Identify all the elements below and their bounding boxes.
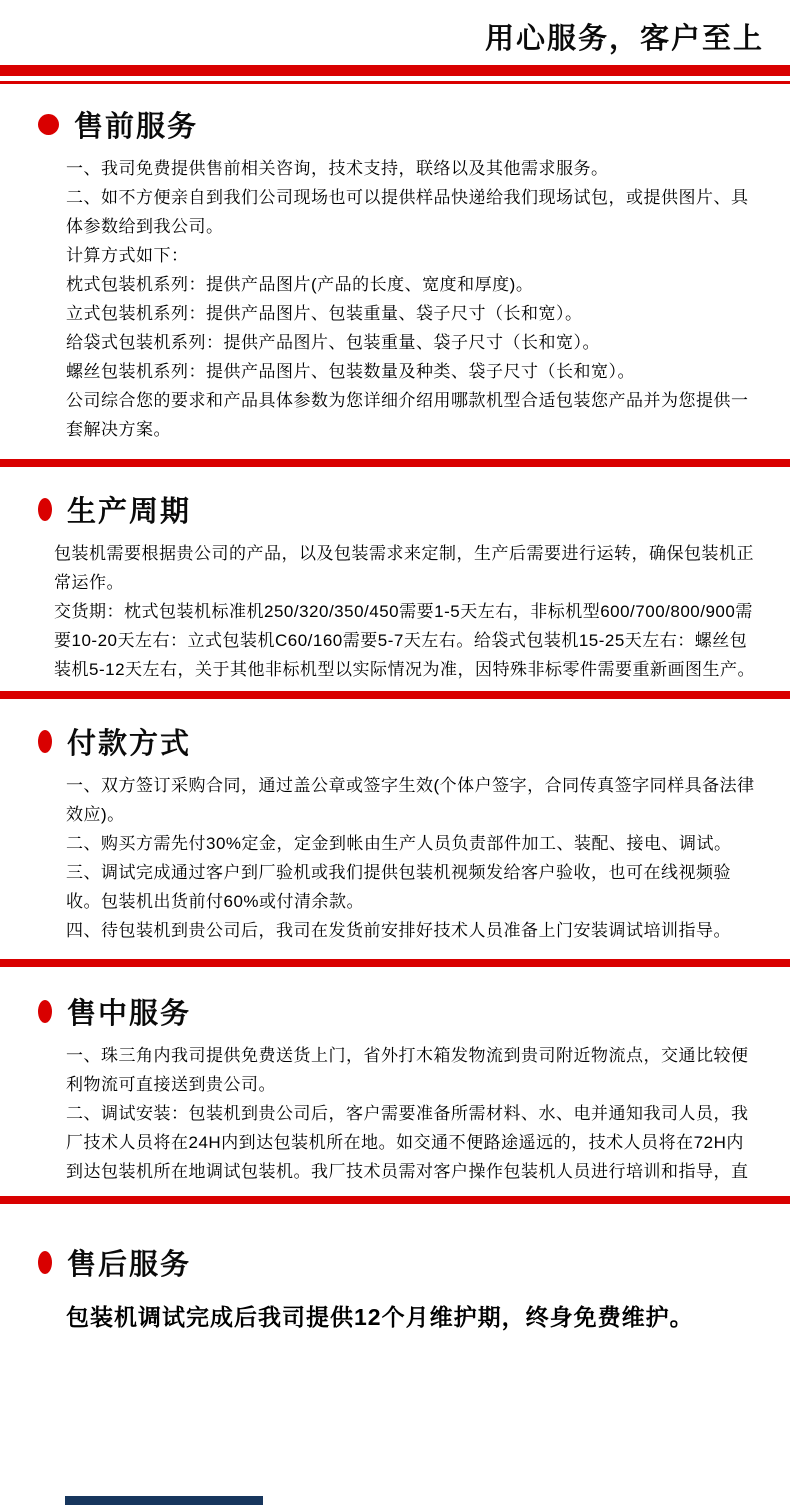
section-pre-sales-service (0, 104, 790, 444)
paragraph: 二、如不方便亲自到我们公司现场也可以提供样品快递给我们现场试包，或提供图片、具体参数给到我公司。 (66, 188, 749, 236)
paragraph: 螺丝包装机系列：提供产品图片、包装数量及种类、袋子尺寸（长和宽）。 (66, 362, 635, 381)
section-heading (0, 991, 790, 1032)
paragraph: 立式包装机系列：提供产品图片、包装重量、袋子尺寸（长和宽）。 (66, 304, 583, 323)
red-dot-icon (38, 498, 52, 521)
slogan-text: 用心服务，客户至上 (484, 23, 764, 55)
section-heading (0, 721, 790, 762)
header-bar-thin (0, 81, 790, 84)
section-heading (0, 104, 790, 145)
section-title: 付款方式 (67, 728, 192, 760)
paragraph: 一、我司免费提供售前相关咨询，技术支持，联络以及其他需求服务。 (66, 159, 609, 178)
paragraph: 三、调试完成通过客户到厂验机或我们提供包装机视频发给客户验收，也可在线视频验收。包装机出货前付60%或付清余款。 (66, 863, 731, 911)
page-header (0, 0, 790, 84)
section-divider (0, 1196, 790, 1204)
section-body (0, 1041, 790, 1186)
section-divider (0, 459, 790, 467)
section-title: 售后服务 (67, 1249, 192, 1281)
paragraph: 一、珠三角内我司提供免费送货上门，省外打木箱发物流到贵司附近物流点，交通比较便利物流可直接送到贵公司。 (66, 1046, 749, 1094)
paragraph: 公司综合您的要求和产品具体参数为您详细介绍用哪款机型合适包装您产品并为您提供一套解决方案。 (66, 391, 749, 439)
section-after-sales-service (0, 1242, 790, 1335)
section-body (0, 1299, 790, 1335)
red-dot-icon (38, 730, 52, 753)
section-heading (0, 489, 790, 530)
section-divider (0, 691, 790, 699)
paragraph: 枕式包装机系列：提供产品图片(产品的长度、宽度和厚度)。 (66, 275, 534, 294)
section-heading (0, 1242, 790, 1283)
red-dot-icon (38, 1000, 52, 1023)
paragraph: 给袋式包装机系列：提供产品图片、包装重量、袋子尺寸（长和宽）。 (66, 333, 600, 352)
section-production-cycle (0, 489, 790, 684)
paragraph: 包装机需要根据贵公司的产品，以及包装需求来定制，生产后需要进行运转，确保包装机正常运作。 (54, 544, 754, 592)
section-body (0, 539, 790, 684)
paragraph: 一、双方签订采购合同，通过盖公章或签字生效(个体户签字，合同传真签字同样具备法律效应)。 (66, 776, 755, 824)
footer-bar (65, 1496, 263, 1505)
section-title: 售前服务 (74, 111, 199, 143)
paragraph: 二、购买方需先付30%定金，定金到帐由生产人员负责部件加工、装配、接电、调试。 (66, 834, 732, 853)
section-body (0, 771, 790, 945)
paragraph: 四、待包装机到贵公司后，我司在发货前安排好技术人员准备上门安装调试培训指导。 (66, 921, 731, 940)
section-divider (0, 959, 790, 967)
red-dot-icon (38, 1251, 52, 1274)
section-mid-sales-service (0, 991, 790, 1186)
section-title: 售中服务 (67, 998, 192, 1030)
header-bar-thick (0, 65, 790, 76)
section-body (0, 154, 790, 444)
red-dot-icon (38, 114, 59, 135)
section-title: 生产周期 (67, 496, 192, 528)
section-payment-method (0, 721, 790, 945)
paragraph: 交货期：枕式包装机标准机250/320/350/450需要1-5天左右，非标机型600/700/800/900需要10-20天左右：立式包装机C60/160需要5-7天左右。给袋式包装机15-25天左右：螺丝包装机5-12天左右，关于其他非标机型以实际情况为准，因特殊非标零件需要重新画图生产。 (54, 602, 756, 679)
paragraph: 二、调试安装：包装机到贵公司后，客户需要准备所需材料、水、电并通知我司人员，我厂技术人员将在24H内到达包装机所在地。如交通不便路途遥远的，技术人员将在72H内到达包装机所在地调试包装机。我厂技术员需对客户操作包装机人员进行培训和指导，直 (66, 1104, 749, 1181)
paragraph: 包装机调试完成后我司提供12个月维护期，终身免费维护。 (66, 1304, 694, 1330)
paragraph: 计算方式如下： (66, 246, 189, 265)
